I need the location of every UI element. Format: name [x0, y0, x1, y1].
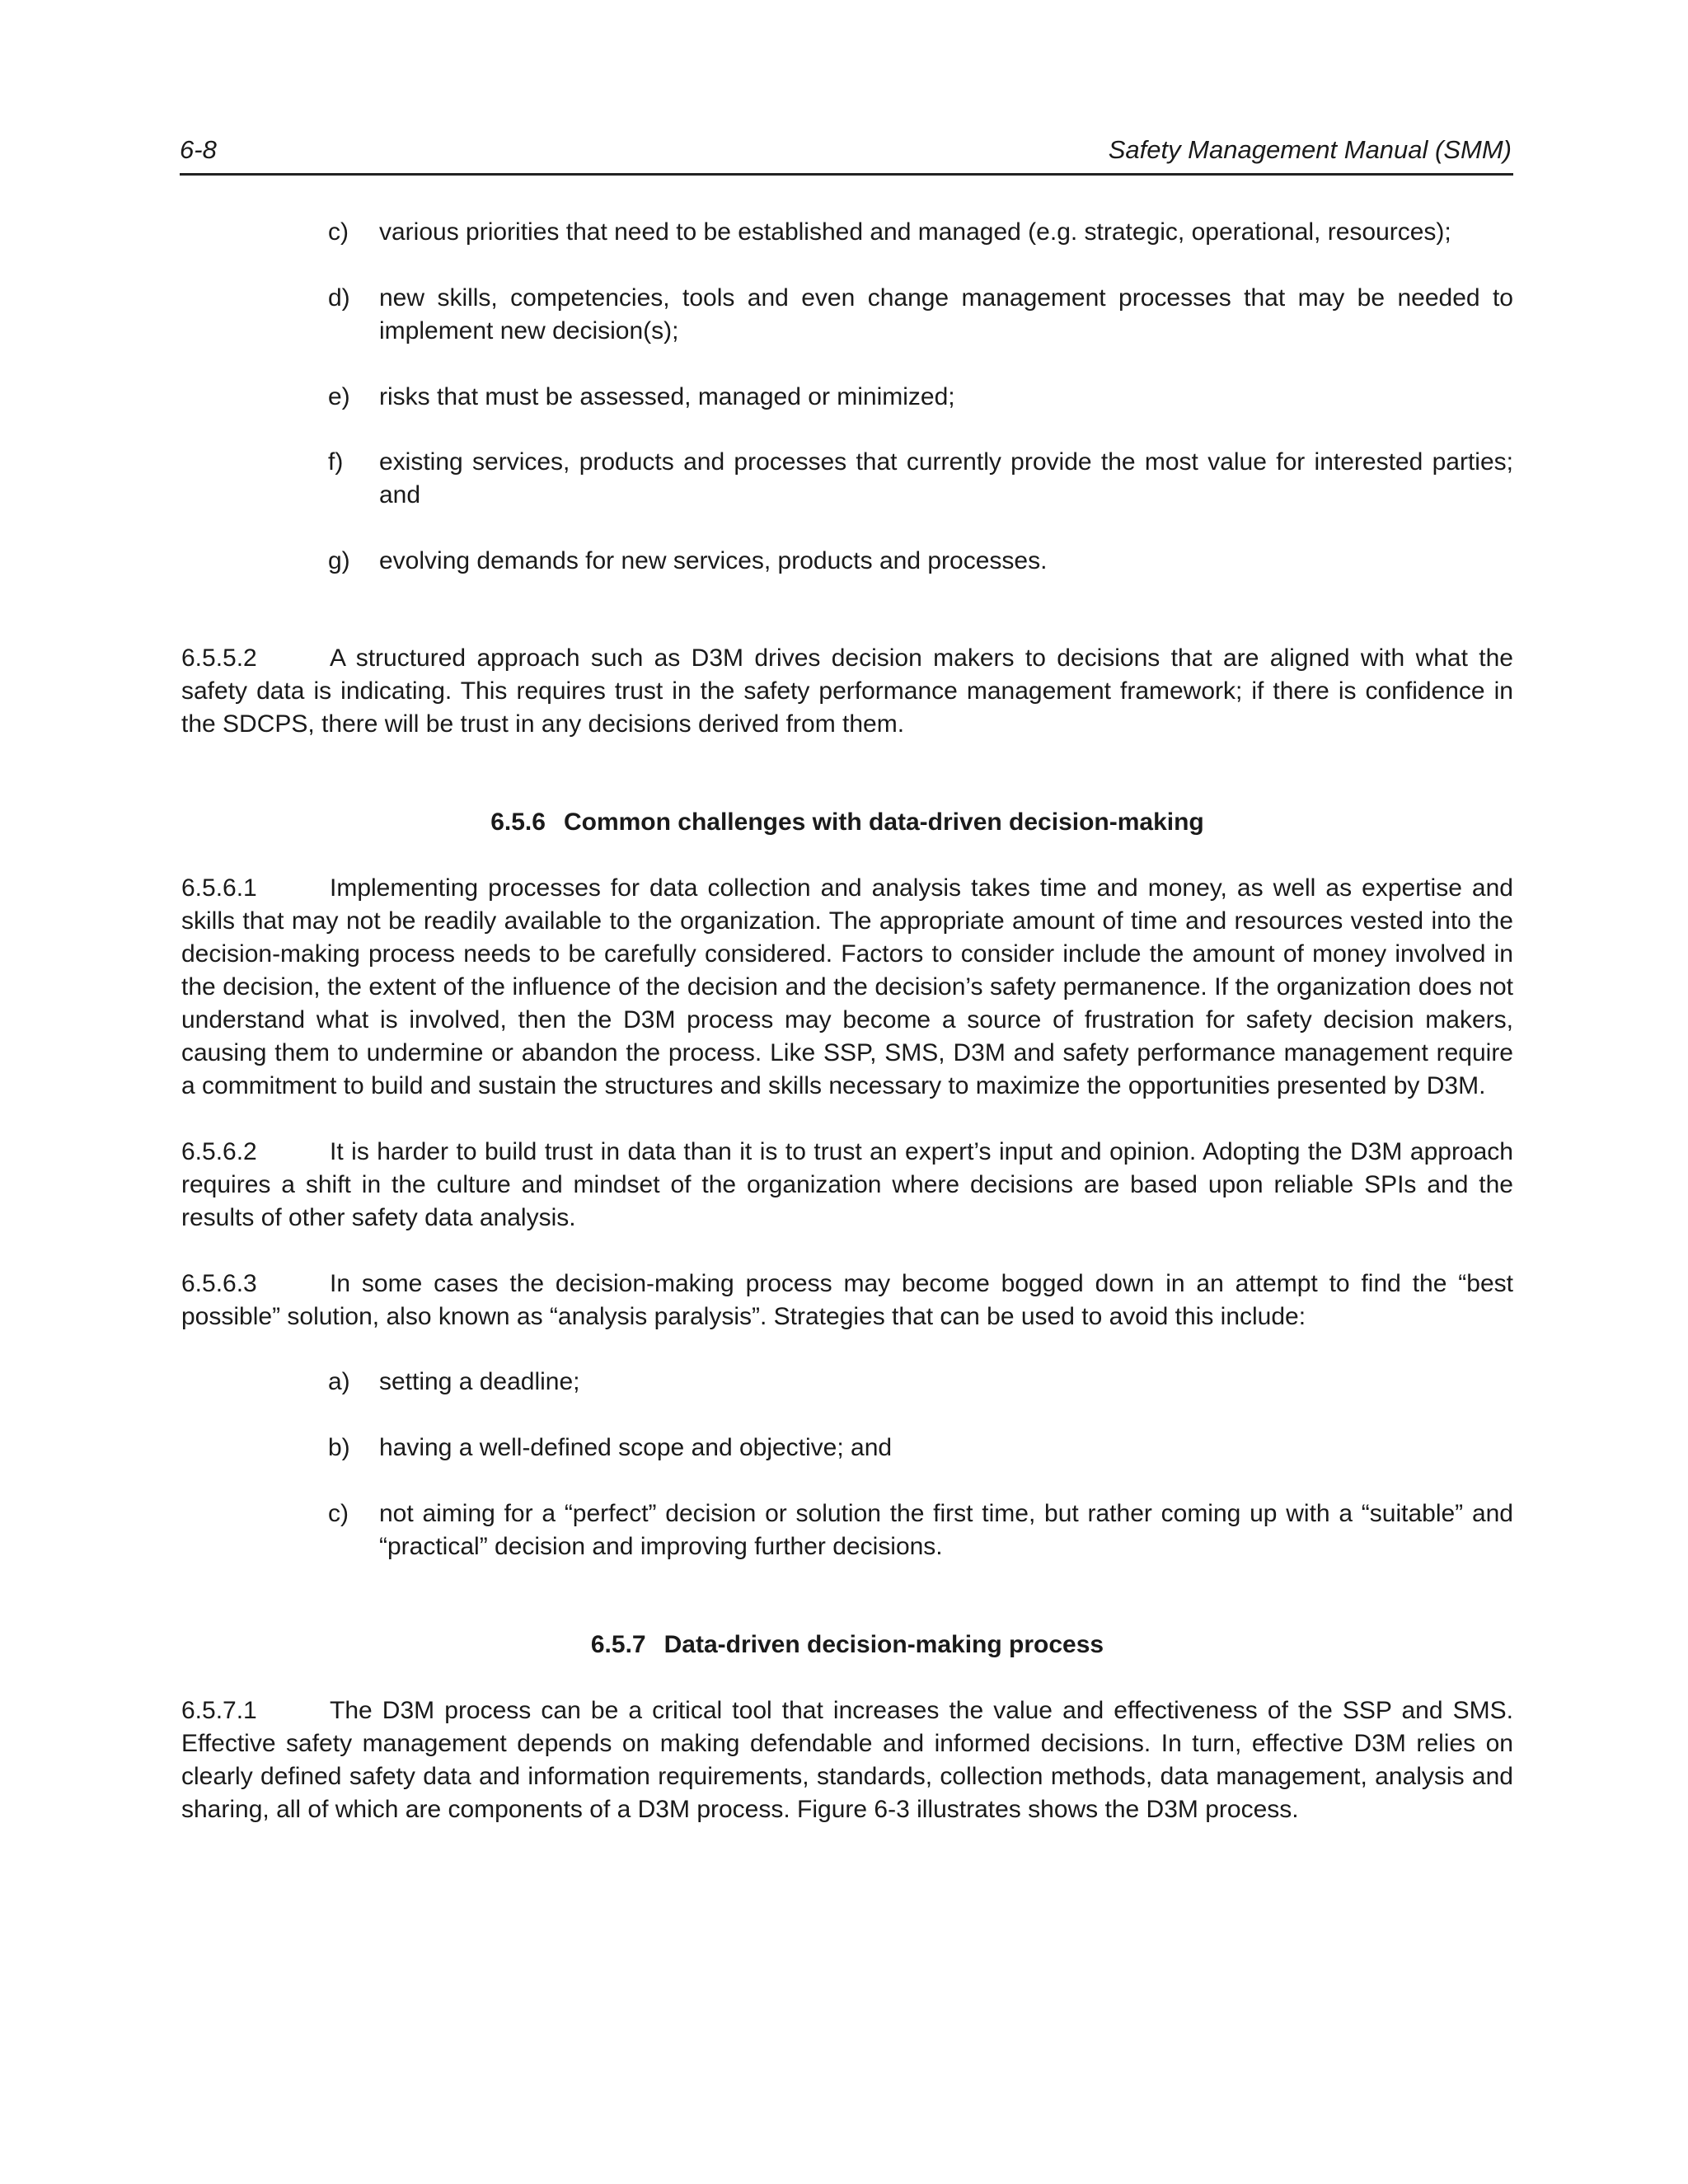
paragraph-text: It is harder to build trust in data than it is to trust an expert’s input and opinion. Adopting the D3M approach requires a shift in the culture and mindset of the organization where decisions are based upon reliable SPIs and the results of other safety data analysis. — [181, 1138, 1513, 1231]
section-title: Data-driven decision-making process — [663, 1631, 1104, 1658]
paragraph-6-5-5-2 — [181, 642, 1513, 741]
list-item — [328, 1497, 1513, 1563]
list-item — [328, 1366, 1513, 1399]
list-item-label: c) — [328, 1500, 349, 1527]
list-item-text: new skills, competencies, tools and even change management processes that may be needed to implement new decision(s); — [379, 284, 1513, 344]
list-item-label: c) — [328, 218, 349, 246]
paragraph-6-5-6-2 — [181, 1136, 1513, 1235]
list-item-label: g) — [328, 547, 350, 574]
section-title: Common challenges with data-driven decision-making — [563, 808, 1204, 836]
list-item-text: various priorities that need to be established and managed (e.g. strategic, operational, resources); — [379, 218, 1451, 246]
list-item — [328, 381, 1513, 414]
paragraph-text: The D3M process can be a critical tool that increases the value and effectiveness of the SSP and SMS. Effective safety management depends on making defendable and informed decisions. In turn, effective D3M relies on clearly defined safety data and information requirements, standards, collection methods, data management, analysis and sharing, all of which are components of a D3M process. Figure 6-3 illustrates shows the D3M process. — [181, 1697, 1513, 1823]
section-heading-6-5-6 — [181, 806, 1513, 839]
paragraph-number: 6.5.6.3 — [181, 1270, 257, 1297]
paragraph-number: 6.5.6.2 — [181, 1138, 257, 1165]
list-item — [328, 446, 1513, 512]
list-item-label: b) — [328, 1434, 350, 1461]
list-item-label: f) — [328, 448, 344, 476]
paragraph-text: In some cases the decision-making process may become bogged down in an attempt to find the “best possible” solution, also known as “analysis paralysis”. Strategies that can be used to avoid this include: — [181, 1270, 1513, 1330]
list-item-text: setting a deadline; — [379, 1368, 580, 1395]
list-item — [328, 545, 1513, 578]
list-item-text: existing services, products and processes that currently provide the most value for interested parties; and — [379, 448, 1513, 509]
paragraph-number: 6.5.5.2 — [181, 644, 257, 672]
paragraph-text: A structured approach such as D3M drives decision makers to decisions that are aligned with what the safety data is indicating. This requires trust in the safety performance management framework; if there is confidence in the SDCPS, there will be trust in any decisions derived from them. — [181, 644, 1513, 738]
list-item — [328, 282, 1513, 348]
paragraph-number: 6.5.7.1 — [181, 1697, 257, 1724]
running-title: Safety Management Manual (SMM) — [1108, 135, 1512, 164]
paragraph-number: 6.5.6.1 — [181, 874, 257, 902]
list-item-label: d) — [328, 284, 350, 312]
list-item-text: evolving demands for new services, products and processes. — [379, 547, 1048, 574]
list-item-label: e) — [328, 383, 350, 410]
list-item-label: a) — [328, 1368, 350, 1395]
section-number: 6.5.6 — [490, 808, 546, 836]
section-heading-6-5-7 — [181, 1629, 1513, 1661]
section-number: 6.5.7 — [590, 1631, 646, 1658]
paragraph-6-5-6-3 — [181, 1268, 1513, 1333]
list-item-text: having a well-defined scope and objective; and — [379, 1434, 893, 1461]
list-item-text: risks that must be assessed, managed or minimized; — [379, 383, 955, 410]
page-header — [180, 132, 1513, 176]
list-item — [328, 1432, 1513, 1465]
paragraph-text: Implementing processes for data collection and analysis takes time and money, as well as expertise and skills that may not be readily available to the organization. The appropriate amount of time and resources vested into the decision-making process needs to be carefully considered. Factors to consider include the amount of money involved in the decision, the extent of the influence of the decision and the decision’s safety permanence. If the organization does not understand what is involved, then the D3M process may become a source of frustration for safety decision makers, causing them to undermine or abandon the process. Like SSP, SMS, D3M and safety performance management require a commitment to build and sustain the structures and skills necessary to maximize the opportunities presented by D3M. — [181, 874, 1513, 1099]
paragraph-6-5-6-1 — [181, 872, 1513, 1103]
list-item-text: not aiming for a “perfect” decision or solution the first time, but rather coming up with a “suitable” and “practical” decision and improving further decisions. — [379, 1500, 1513, 1560]
paragraph-6-5-7-1 — [181, 1694, 1513, 1826]
page-number: 6-8 — [180, 135, 217, 164]
list-item — [328, 216, 1513, 249]
